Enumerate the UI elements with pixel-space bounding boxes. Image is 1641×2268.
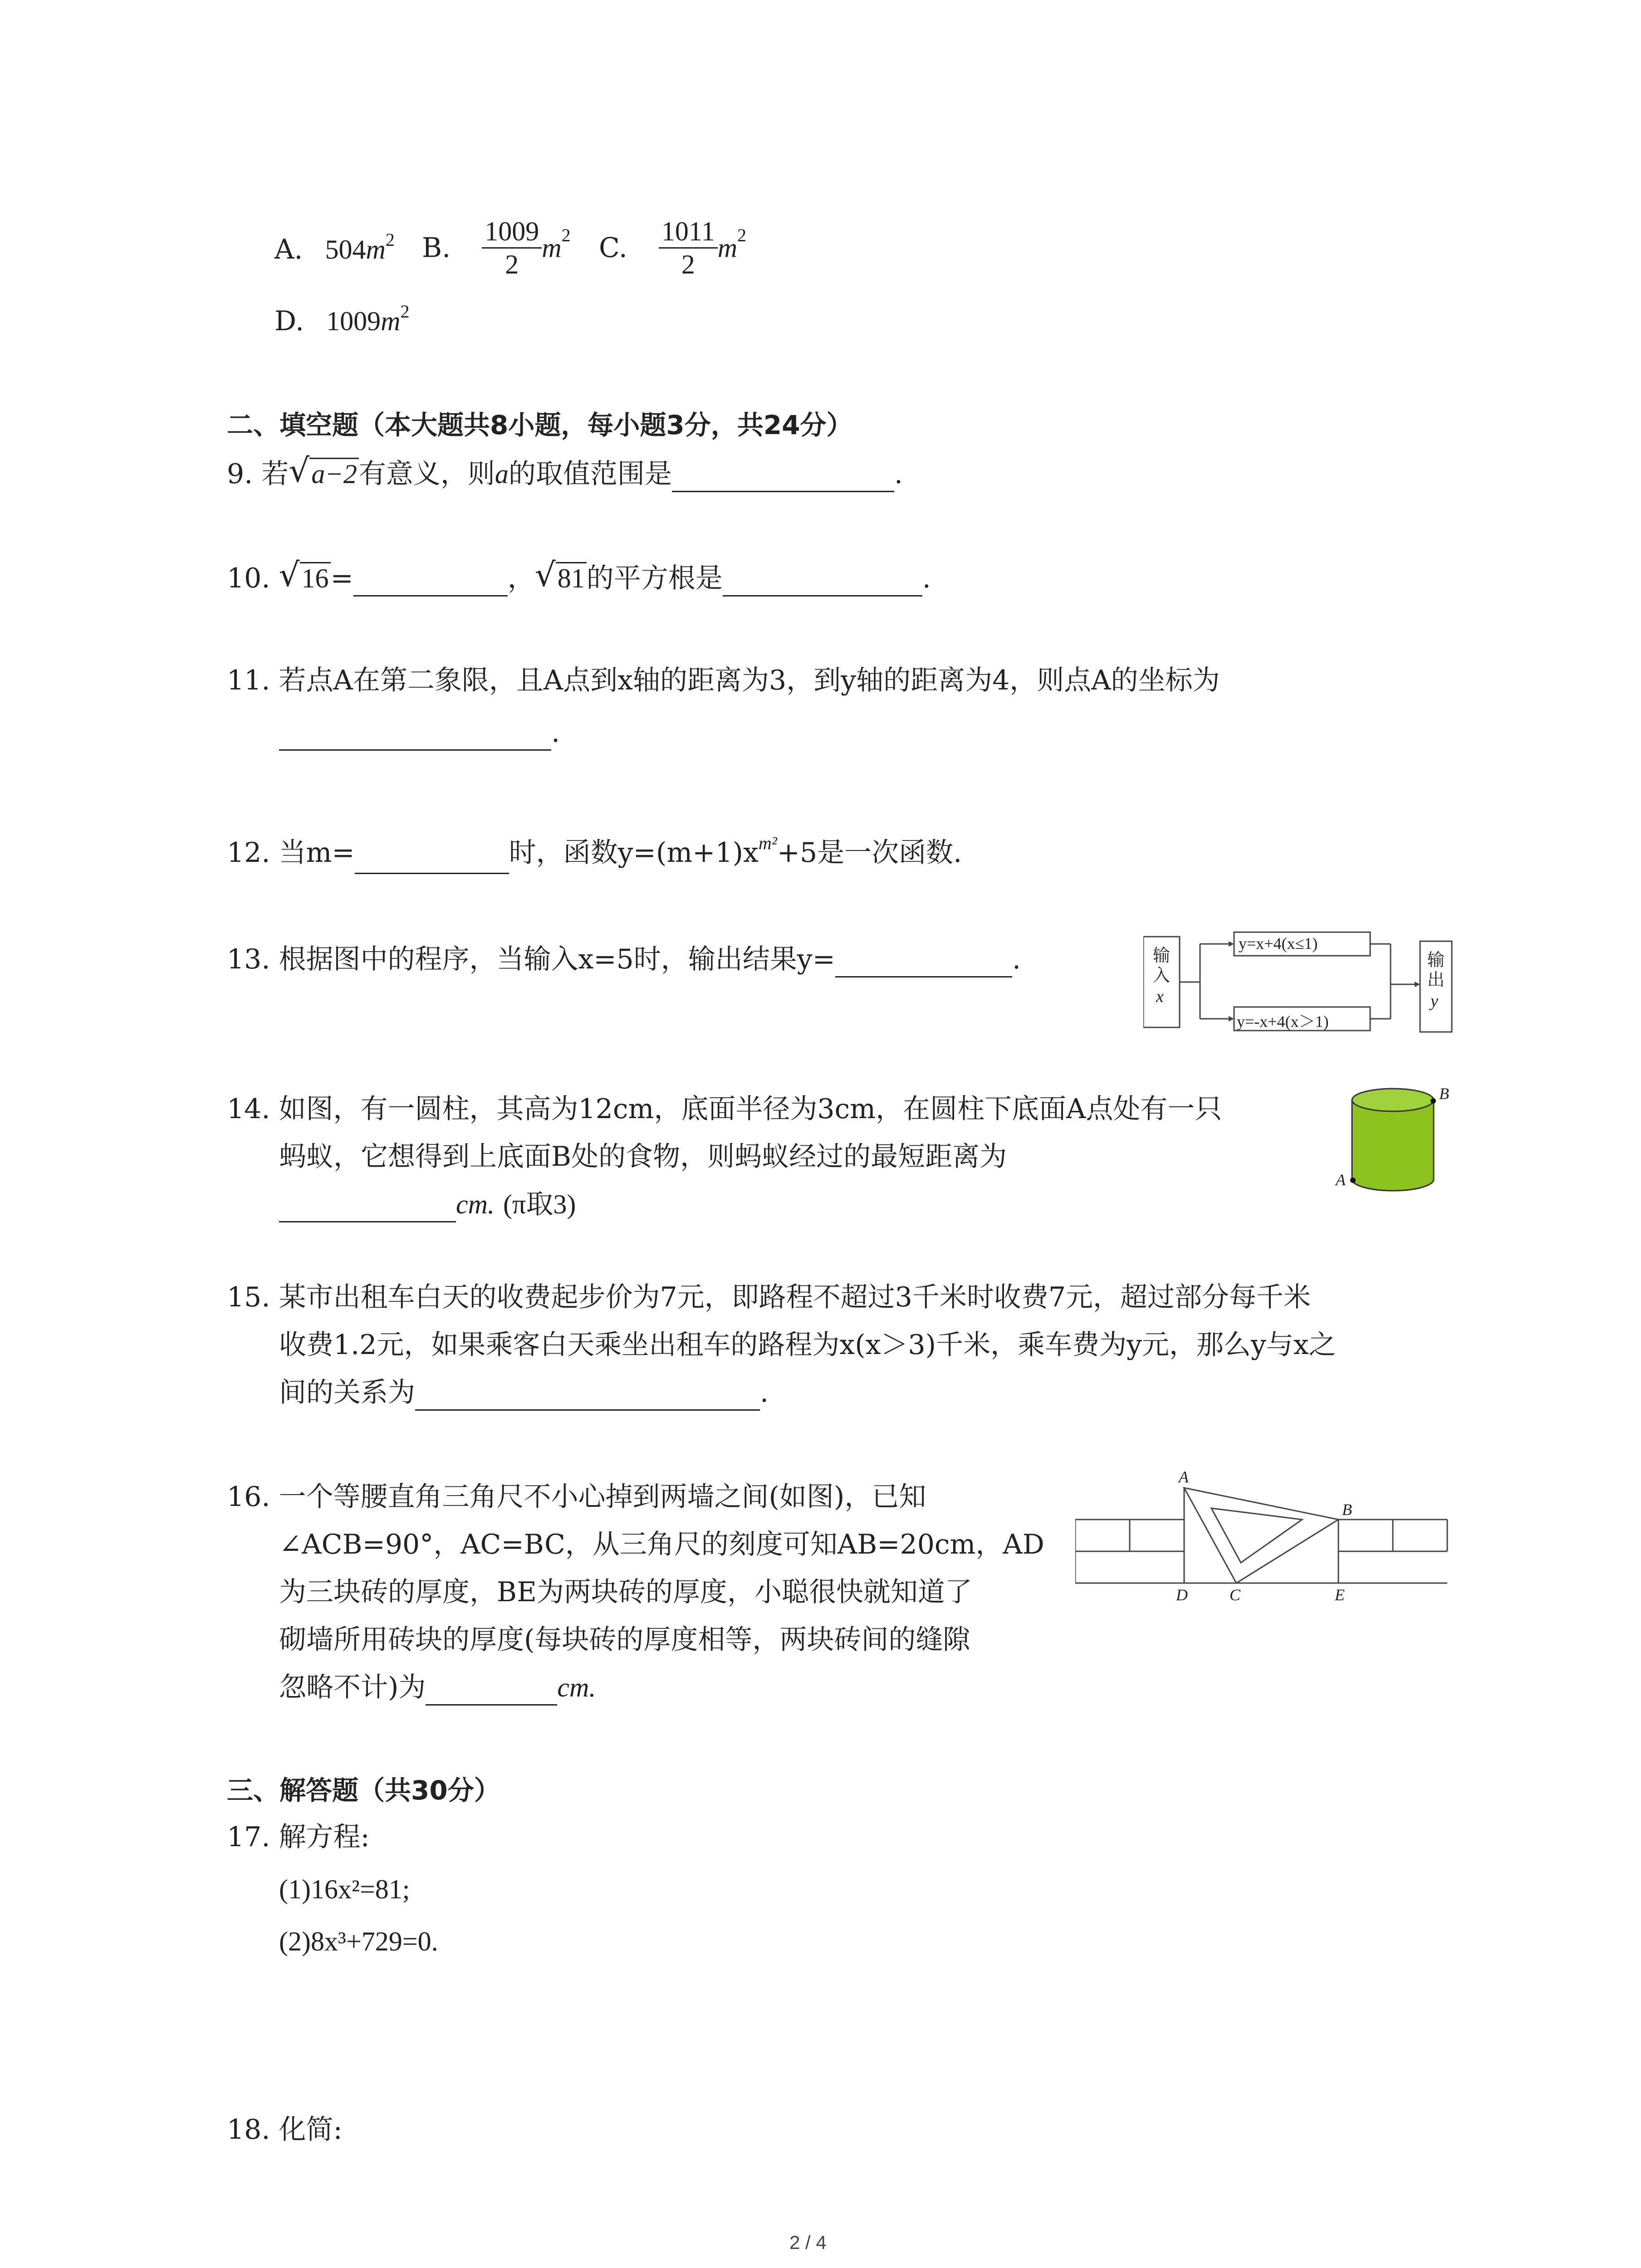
q8-option-a: [274, 231, 395, 271]
q18-title: 化简:: [279, 2114, 343, 2146]
label-a: A: [1179, 1468, 1189, 1486]
question-number: 15.: [227, 1281, 270, 1313]
q14-note: (π取3): [503, 1189, 576, 1219]
question-12: [227, 835, 962, 874]
option-exp: 2: [385, 230, 395, 250]
question-15-line1: [227, 1279, 1311, 1315]
question-15-line3: [279, 1374, 769, 1411]
label-a: A: [1336, 1171, 1346, 1189]
q10-post: 的平方根是: [586, 562, 723, 594]
q12-exp: m²: [758, 833, 777, 853]
answer-blank[interactable]: [672, 464, 894, 492]
q8-option-b: [422, 215, 571, 280]
q14-unit: cm.: [456, 1189, 495, 1219]
page-number: 2 / 4: [789, 2232, 827, 2253]
question-14-line1: [227, 1091, 1222, 1127]
q9-pre: 若: [261, 458, 289, 490]
flow-input-var: x: [1156, 987, 1164, 1006]
question-number: 11.: [227, 665, 270, 696]
answer-blank[interactable]: [415, 1382, 760, 1411]
denominator: 2: [505, 249, 519, 279]
separator: ，: [507, 562, 535, 594]
question-13: [227, 941, 1021, 978]
flow-output-label: 输出: [1427, 951, 1445, 990]
question-18: [227, 2112, 343, 2148]
question-number: 14.: [227, 1093, 270, 1125]
radicand: 81: [556, 562, 587, 593]
answer-blank[interactable]: [835, 949, 1012, 978]
question-10: [227, 556, 931, 596]
option-exp: 2: [400, 301, 410, 322]
fraction: [482, 215, 542, 280]
q13-flowchart: [1143, 928, 1461, 1036]
question-number: 12.: [227, 837, 270, 869]
period: .: [1012, 943, 1021, 975]
option-unit: m: [717, 233, 738, 263]
q9-mid: 有意义，则: [358, 458, 495, 490]
sqrt-expression: √ 16: [279, 560, 331, 596]
answer-blank[interactable]: [279, 1194, 456, 1222]
question-number: 9.: [227, 458, 253, 490]
label-b: B: [1342, 1501, 1352, 1519]
option-label: A.: [274, 234, 303, 265]
cylinder: [1329, 1084, 1456, 1202]
question-number: 17.: [227, 1821, 270, 1853]
option-unit: m: [366, 235, 386, 264]
period: .: [551, 717, 560, 748]
q15-line1: 某市出租车白天的收费起步价为7元，即路程不超过3千米时收费7元，超过部分每千米: [279, 1281, 1311, 1313]
q14-line1: 如图，有一圆柱，其高为12cm，底面半径为3cm，在圆柱下底面A点处有一只: [279, 1093, 1222, 1125]
q16-line1: 一个等腰直角三角尺不小心掉到两墙之间(如图)，已知: [279, 1481, 926, 1513]
radicand: 16: [300, 562, 331, 593]
q14-cylinder-figure: [1329, 1084, 1456, 1202]
q8-option-d: [274, 303, 409, 342]
question-17: [227, 1819, 370, 1855]
option-unit: m: [381, 306, 401, 336]
answer-blank[interactable]: [353, 568, 508, 596]
question-16-line1: [227, 1479, 926, 1515]
q13-text: 根据图中的程序，当输入x=5时，输出结果y=: [279, 943, 835, 975]
question-14-line2: 蚂蚁，它想得到上底面B处的食物，则蚂蚁经过的最短距离为: [279, 1141, 1007, 1173]
question-number: 10.: [227, 562, 270, 594]
q9-post: 的取值范围是: [508, 458, 672, 490]
question-16-line5: [279, 1669, 596, 1706]
q16-line5-pre: 忽略不计)为: [279, 1672, 426, 1703]
option-value: 1009: [326, 306, 381, 336]
q8-option-c: [599, 215, 746, 280]
question-15-line2: 收费1.2元，如果乘客白天乘坐出租车的路程为x(x＞3)千米，乘车费为y元，那么y与x之: [279, 1329, 1336, 1361]
option-label: C.: [599, 232, 627, 264]
section-2-heading: 二、填空题（本大题共8小题，每小题3分，共24分）: [227, 410, 853, 440]
answer-blank[interactable]: [723, 568, 922, 596]
period: .: [760, 1377, 769, 1408]
option-label: D.: [274, 305, 304, 337]
q11-text: 若点A在第二象限，且A点到x轴的距离为3，到y轴的距离为4，则点A的坐标为: [279, 665, 1220, 696]
q12-post: +5是一次函数.: [777, 837, 962, 869]
q9-var: a: [495, 459, 509, 489]
q17-part-2: (2)8x³+729=0.: [279, 1926, 438, 1956]
question-16-line3: 为三块砖的厚度，BE为两块砖的厚度，小聪很快就知道了: [279, 1576, 972, 1608]
fraction: [659, 215, 718, 280]
question-number: 16.: [227, 1481, 270, 1513]
q16-unit: cm.: [557, 1672, 596, 1702]
sqrt-expression: √ 81: [535, 560, 587, 596]
option-value: 504: [325, 235, 366, 264]
question-11: [227, 662, 1220, 699]
flow-input-label: 输入: [1152, 946, 1170, 985]
label-d: D: [1176, 1586, 1188, 1604]
flow-output-var: y: [1430, 992, 1438, 1011]
period: .: [894, 458, 903, 490]
label-e: E: [1335, 1586, 1345, 1604]
option-exp: 2: [737, 225, 747, 245]
q17-title: 解方程:: [279, 1821, 370, 1853]
option-label: B.: [422, 232, 451, 264]
label-b: B: [1439, 1085, 1449, 1103]
option-unit: m: [542, 233, 562, 263]
numerator: 1009: [482, 215, 542, 249]
question-11-answer: [279, 714, 560, 751]
q12-pre: 当m=: [279, 837, 355, 869]
wall-diagram: [1075, 1476, 1452, 1617]
numerator: 1011: [659, 215, 718, 249]
radicand: a−2: [309, 458, 359, 489]
q15-line3: 间的关系为: [279, 1377, 415, 1408]
sqrt-expression: √ a−2: [289, 456, 359, 492]
flow-bottom-formula: y=-x+4(x＞1): [1237, 1012, 1329, 1031]
answer-blank[interactable]: [279, 722, 551, 751]
question-number: 18.: [227, 2114, 270, 2146]
label-c: C: [1230, 1586, 1241, 1604]
answer-blank[interactable]: [426, 1677, 557, 1706]
q17-part-1: (1)16x²=81;: [279, 1874, 410, 1904]
answer-blank[interactable]: [355, 846, 509, 874]
flow-top-formula: y=x+4(x≤1): [1239, 934, 1318, 953]
denominator: 2: [681, 249, 695, 279]
question-16-line2: ∠ACB=90°，AC=BC，从三角尺的刻度可知AB=20cm，AD: [279, 1529, 1044, 1560]
option-exp: 2: [561, 225, 571, 245]
question-14-line3: [279, 1186, 576, 1222]
question-9: [227, 451, 903, 492]
question-number: 13.: [227, 943, 270, 975]
q16-wall-figure: [1075, 1468, 1452, 1617]
period: .: [922, 562, 931, 594]
question-16-line4: 砌墙所用砖块的厚度(每块砖的厚度相等，两块砖间的缝隙: [279, 1624, 970, 1656]
q12-mid: 时，函数y=(m+1)x: [509, 837, 759, 869]
section-3-heading: 三、解答题（共30分）: [227, 1775, 500, 1806]
equals: =: [330, 562, 353, 594]
